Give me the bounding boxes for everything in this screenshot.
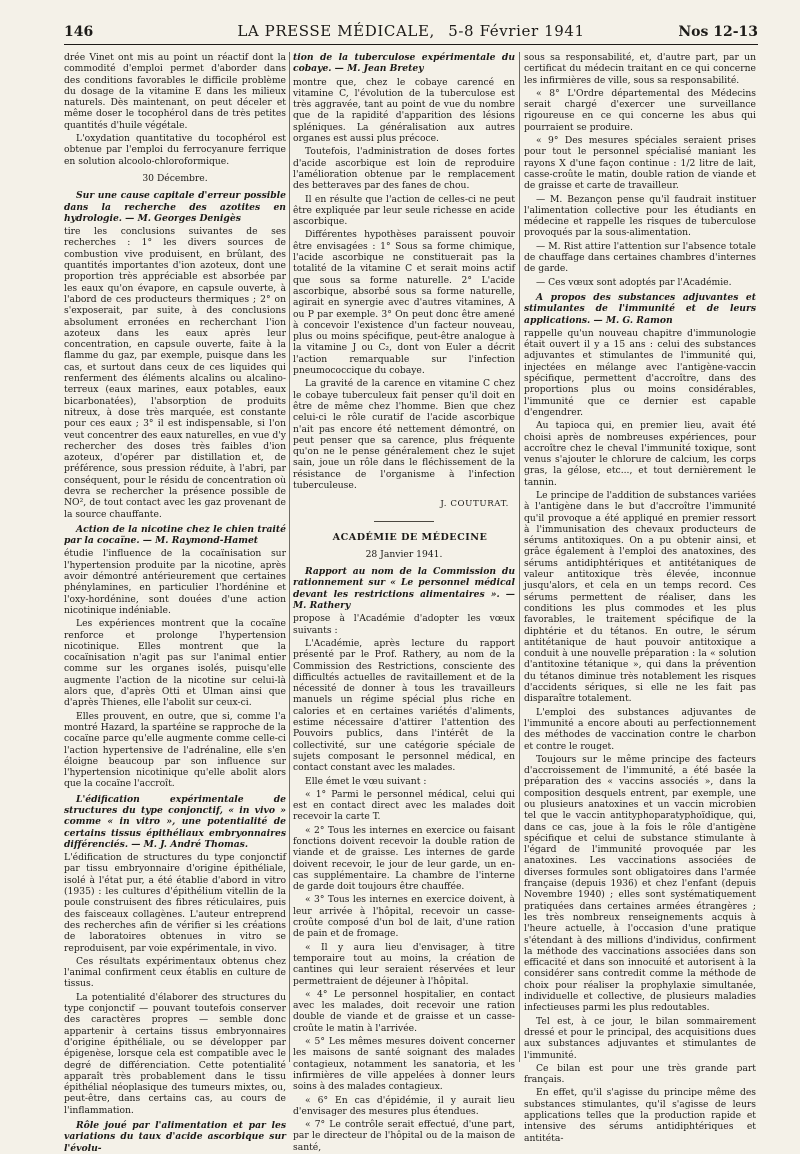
paragraph: La potentialité d'élaborer des structures du type conjonctif — pouvant toutefois conserver des caractères propres — semble donc appartenir à certains tissus embryonnaires d'origine épithéliale, ou se développer par épigenèse, lorsque cela est compatible avec le degré de différenciation. Cette potentialité apparaît très probablement dans le tissu épithélial néoplasique des tumeurs mixtes, ou, peut-être, dans certains cas, au cours de l'inflammation. [64,991,286,1116]
paragraph: Au tapioca qui, en premier lieu, avait été choisi après de nombreuses expériences, pour accroître chez le cheval l'immunité toxique, sont venus s'ajouter le chlorure de calcium, les corps gras, la gélose, etc..., et tout dernièrement le tannin. [524,420,756,488]
paragraph: L'édification de structures du type conjonctif par tissu embryonnaire d'origine épithéliale, isolé à l'état pur, a été établie d'abord in vitro (1935) : les cultures d'épithélium vitellin de la poule construisent des fibres réticulaires, puis des faisceaux collagènes. L'auteur entreprend des recherches afin de vérifier si les créations de laboratoires obtenues in vitro se reproduisent, par voie expérimentale, in vivo. [64,852,286,954]
page-number: 146 [64,24,94,40]
paragraph: Elles prouvent, en outre, que si, comme l'a montré Hazard, la spartéine se rapproche de la cocaïne parce qu'elle augmente comme celle-ci l'action hypertensive de l'adrénaline, elle s'en éloigne beaucoup par son influence sur l'hypertension nicotinique qu'elle abolit alors que la cocaïne l'accroît. [64,710,286,790]
paragraph: Toujours sur le même principe des facteurs d'accroissement de l'immunité, a été basée la préparation des « vaccins associés », dans la composition desquels entrent, par exemple, une ou plusieurs anatoxines et un vaccin microbien tel que le vaccin antityphoparatyphoïdique, qui, dans ce cas, joue à la fois le rôle d'antigène spécifique et celui de substance stimulante à l'égard de l'immunité provoquée par les anatoxines. Les vaccinations associées de diverses formules sont obligatoires dans l'armée française (depuis 1936) et chez l'enfant (depuis Novembre 1940) ; elles sont systématiquement pratiquées dans certaines armées étrangères ; les très nombreux renseignements acquis à l'heure actuelle, à l'occasion d'une pratique s'étendant à des millions d'individus, confirment la méthode des vaccinations associées dans son efficacité et dans son innocuité et autorisent à la considérer sans contredit comme la méthode de choix pour réaliser la prophylaxie simultanée, individuelle et collective, de plusieurs maladies infectieuses parmi les plus redoutables. [524,753,756,1014]
journal-title-line [214,22,608,40]
column-2 [293,52,515,1153]
column-divider [289,52,290,1062]
issue-number: Nos 12-13 [678,24,758,40]
article-heading: L'édification expérimentale de structures du type conjonctif, « in vivo » comme « in vitro », une potentialité de certains tissus épithéliaux embryonnaires différenciés. — M. J. André Thomas. [64,793,286,850]
session-date: 28 Janvier 1941. [365,548,443,560]
voeu-item: « 4° Le personnel hospitalier, en contact avec les malades, doit recevoir une ration double de viande et de graisse et un casse-croûte le matin à l'arrivée. [293,988,515,1034]
session-date: 30 Décembre. [142,172,208,184]
paragraph: L'oxydation quantitative du tocophérol est obtenue par l'emploi du ferrocyanure ferrique en solution alcoolo-chloroformique. [64,133,286,167]
paragraph: propose à l'Académie d'adopter les vœux suivants : [293,613,515,636]
paragraph: — M. Rist attire l'attention sur l'absence totale de chauffage dans certaines chambres d'internes de garde. [524,240,756,275]
paragraph: Le principe de l'addition de substances variées à l'antigène dans le but d'accroître l'immunité qu'il provoque a été appliqué en premier ressort à l'immunisation des chevaux producteurs de sérums antitoxiques. On a pu obtenir ainsi, et grâce également à l'emploi des anatoxines, des sérums antidiphtériques et antitétaniques de valeur antitoxique très élevée, inconnue jusqu'alors, et cela en un temps record. Ces sérums permettent de réaliser, dans les conditions les plus commodes et les plus favorables, le traitement spécifique de la diphtérie et du tétanos. En outre, le sérum antitétanique de haut pouvoir antitoxique a conduit à une nouvelle préparation : la « solution d'antitoxine tétanique », qui dans la prévention du tétanos diminue très notablement les risques d'accidents sériques, si elle ne les fait pas disparaître totalement. [524,489,756,705]
voeu-item: « 1° Parmi le personnel médical, celui qui est en contact direct avec les malades doit recevoir la carte T. [293,788,515,823]
paragraph: étudie l'influence de la cocaïnisation sur l'hypertension produite par la nicotine, après avoir démontré antérieurement que certaines phénylamines, en particulier l'hordénine et l'oxy-hordénine, sont douées d'une action nicotinique indéniable. [64,548,286,616]
paragraph: montre que, chez le cobaye carencé en vitamine C, l'évolution de la tuberculose est très aggravée, tant au point de vue du nombre que de la rapidité d'apparition des lésions spléniques. La généralisation aux autres organes est aussi plus précoce. [293,76,515,145]
paragraph: sous sa responsabilité, et, d'autre part, par un certificat du médecin traitant en ce qui concerne les infirmières de ville, sous sa responsabilité. [524,52,756,86]
paragraph: rappelle qu'un nouveau chapitre d'immunologie était ouvert il y a 15 ans : celui des substances adjuvantes et stimulantes de l'immunité qui, injectées en mélange avec l'antigène-vaccin spécifique, permettent d'accroître, dans des proportions plus ou moins considérables, l'immunité que ce dernier est capable d'engendrer. [524,327,756,418]
paragraph: — M. Bezançon pense qu'il faudrait instituer l'alimentation collective pour les étudiants en médecine et rappelle les risques de tuberculose provoqués par la sous-alimentation. [524,193,756,239]
column-divider [519,52,520,1062]
paragraph: drée Vinet ont mis au point un réactif dont la commodité d'emploi permet d'aborder dans des conditions favorables le difficile problème du dosage de la vitamine E dans les milieux naturels. Dès maintenant, on peut déceler et même doser le tocophérol dans de très petites quantités d'huile végétale. [64,52,286,131]
journal-title: LA PRESSE MÉDICALE, [237,22,435,40]
voeu-item: « 9° Des mesures spéciales seraient prises pour tout le personnel spécialisé maniant les rayons X d'une façon continue : 1/2 litre de lait, casse-croûte le matin, double ration de viande et de graisse et carte de travailleur. [524,135,756,192]
article-heading: A propos des substances adjuvantes et stimulantes de l'immunité et de leurs applications. — M. G. Ramon [524,291,756,326]
paragraph: L'emploi des substances adjuvantes de l'immunité a encore abouti au perfectionnement des méthodes de vaccination contre le charbon et contre le rouget. [524,706,756,752]
voeu-item: « 8° L'Ordre départemental des Médecins serait chargé d'exercer une surveillance rigoureuse en ce qui concerne les abus qui pourraient se produire. [524,87,756,133]
section-title: ACADÉMIE DE MÉDECINE [332,531,488,543]
paragraph: Les expériences montrent que la cocaïne renforce et prolonge l'hypertension nicotinique. Elles montrent que la cocaïnisation n'agit pas sur l'animal entier comme sur les organes isolés, puisqu'elle augmente l'action de la nicotine sur celui-là alors que, d'après Otti et Ulman ainsi que d'après Thienes, elle l'abolit sur ceux-ci. [64,618,286,709]
paragraph: L'Académie, après lecture du rapport présenté par le Prof. Rathery, au nom de la Commission des Restrictions, consciente des difficultés actuelles de ravitaillement et de la nécessité de donner à tous les travailleurs manuels un régime spécial plus riche en calories et en certaines variétés d'aliments, estime nécessaire d'attirer l'attention des Pouvoirs publics, dans l'intérêt de la collectivité, sur une catégorie spéciale de sujets composant le personnel médical, en contact constant avec les malades. [293,637,515,774]
article-heading: Rapport au nom de la Commission du rationnement sur « Le personnel médical devant les restrictions alimentaires ». — M. Rathery [293,566,515,612]
author-signature: J. COUTURAT. [440,499,509,510]
column-3 [524,52,756,1144]
voeu-item: « 3° Tous les internes en exercice doivent, à leur arrivée à l'hôpital, recevoir un casse-croûte composé d'un bol de lait, d'une ration de pain et de fromage. [293,894,515,940]
voeu-item: « 2° Tous les internes en exercice ou faisant fonctions doivent recevoir la double ration de viande et de graisse. Les internes de garde doivent recevoir, le jour de leur garde, un en-cas supplémentaire. La chambre de l'interne de garde doit toujours être chauffée. [293,824,515,893]
issue-date: 5-8 Février 1941 [448,22,585,40]
voeu-item: « 5° Les mêmes mesures doivent concerner les maisons de santé soignant des malades contagieux, notamment les sanatoria, et les infirmières de ville appelées à donner leurs soins à des malades contagieux. [293,1036,515,1093]
paragraph: La gravité de la carence en vitamine C chez le cobaye tuberculeux fait penser qu'il doit en être de même chez l'homme. Bien que chez celui-ci le rôle curatif de l'acide ascorbique n'ait pas encore été nettement démontré, on peut penser que sa carence, plus fréquente qu'on ne le pense généralement chez le sujet sain, joue un rôle dans le fléchissement de la résistance de l'organisme à l'infection tuberculeuse. [293,378,515,491]
paragraph: Tel est, à ce jour, le bilan sommairement dressé et pour le principal, des acquisitions dues aux substances adjuvantes et stimulantes de l'immunité. [524,1015,756,1061]
paragraph: Toutefois, l'administration de doses fortes d'acide ascorbique est loin de reproduire l'amélioration obtenue par le remplacement des betteraves par des fanes de chou. [293,146,515,192]
voeu-item: « 7° Le contrôle serait effectué, d'une part, par le directeur de l'hôpital ou de la maison de santé, [293,1119,515,1153]
voeu-item: « 6° En cas d'épidémie, il y aurait lieu d'envisager des mesures plus étendues. [293,1094,515,1117]
article-heading: tion de la tuberculose expérimentale du cobaye. — M. Jean Bretey [293,52,515,75]
paragraph: — Ces vœux sont adoptés par l'Académie. [536,276,732,288]
paragraph: Ces résultats expérimentaux obtenus chez l'animal confirment ceux établis en culture de tissus. [64,955,286,990]
page-header [64,22,758,44]
paragraph: tire les conclusions suivantes de ses recherches : 1° les divers sources de combustion vive produisent, en brûlant, des quantités importantes d'ion azoteux, dont une proportion très appréciable est absorbée par les eaux qu'on évapore, en capsule ouverte, à l'abord de ces producteurs thermiques ; 2° on s'exposerait, par suite, à des conclusions absolument erronées en recherchant l'ion azoteux dans les eaux après leur concentration, en capsule ouverte, faite à la flamme du gaz, par exemple, puisque dans les cas, et surtout dans ceux de ces liquides qui renferment des éléments alcalins ou alcalino-terreux (eaux marines, eaux potables, eaux bicarbonatées), l'absorption de produits nitreux, à dose très marquée, est constante pour ces eaux ; 3° il est indispensable, si l'on veut concentrer des eaux naturelles, en vue d'y rechercher des doses très faibles d'ion azoteux, d'opérer par distillation et, de préférence, sous pression réduite, à l'abri, par conséquent, pour le résidu de concentration où devra se rechercher la présence possible de NO², de tout contact avec les gaz provenant de la source chauffante. [64,226,286,520]
paragraph: Ce bilan est pour une très grande part français. [524,1062,756,1086]
column-1 [64,52,286,1154]
paragraph: Différentes hypothèses paraissent pouvoir être envisagées : 1° Sous sa forme chimique, l'acide ascorbique ne constituerait pas la totalité de la vitamine C et serait moins actif que sous sa forme naturelle. 2° L'acide ascorbique, absorbé sous sa forme naturelle, agirait en synergie avec d'autres vitamines, A ou P par exemple. 3° On peut donc être amené à concevoir l'existence d'un facteur nouveau, plus ou moins spécifique, peut-être analogue à la vitamine J ou C₂, dont von Euler a décrit l'action remarquable sur l'infection pneumococcique du cobaye. [293,229,515,377]
section-rule [374,521,434,522]
voeu-item: « Il y aura lieu d'envisager, à titre temporaire tout au moins, la création de cantines qui leur seraient réservées et leur permettraient de déjeuner à l'hôpital. [293,941,515,987]
header-rule [64,44,758,45]
article-heading: Sur une cause capitale d'erreur possible dans la recherche des azotites en hydrologie. — M. Georges Denigès [64,190,286,224]
article-heading: Rôle joué par l'alimentation et par les variations du taux d'acide ascorbique sur l'évolu- [64,1120,286,1154]
paragraph: En effet, qu'il s'agisse du principe même des substances stimulantes, qu'il s'agisse de leurs applications telles que la production rapide et intensive des sérums antidiphtériques et antitéta- [524,1087,756,1144]
paragraph: Il en résulte que l'action de celles-ci ne peut être expliquée par leur seule richesse en acide ascorbique. [293,193,515,228]
paragraph: Elle émet le vœu suivant : [305,775,427,787]
article-heading: Action de la nicotine chez le chien traité par la cocaïne. — M. Raymond-Hamet [64,523,286,547]
